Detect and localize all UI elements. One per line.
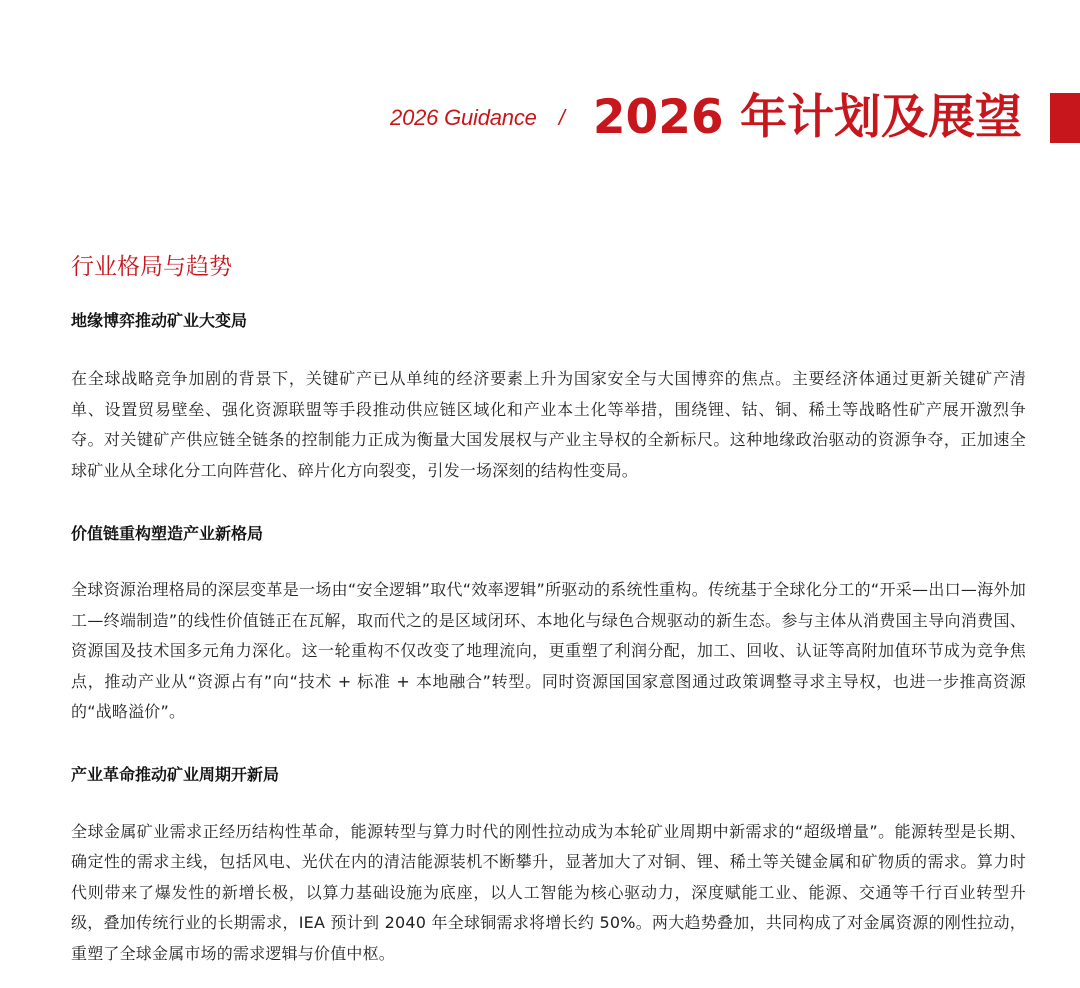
paragraph-value-chain: 全球资源治理格局的深层变革是一场由“安全逻辑”取代“效率逻辑”所驱动的系统性重构。传统基于全球化分工的“开采—出口—海外加工—终端制造”的线性价值链正在瓦解，取而代之的是区域闭环、本地化与绿色合规驱动的新生态。参与主体从消费国主导向消费国、资源国及技术国多元角力深化。这一轮重构不仅改变了地理流向，更重塑了利润分配，加工、回收、认证等高附加值环节成为竞争焦点，推动产业从“资源占有”向“技术 + 标准 + 本地融合”转型。同时资源国国家意图通过政策调整寻求主导权，也进一步推高资源的“战略溢价”。 [71,580,1026,721]
header-separator: / [558,105,565,130]
header-subtitle-en: 2026 Guidance [390,105,537,130]
paragraph-geopolitics: 在全球战略竞争加剧的背景下，关键矿产已从单纯的经济要素上升为国家安全与大国博弈的焦点。主要经济体通过更新关键矿产清单、设置贸易壁垒、强化资源联盟等手段推动供应链区域化和产业本土化等举措，围绕锂、钴、铜、稀土等战略性矿产展开激烈争夺。对关键矿产供应链全链条的控制能力正成为衡量大国发展权与产业主导权的全新标尺。这种地缘政治驱动的资源争夺，正加速全球矿业从全球化分工向阵营化、碎片化方向裂变，引发一场深刻的结构性变局。 [71,369,1026,480]
page-header [390,88,1080,148]
section-title: 行业格局与趋势 [71,254,232,280]
subsection-heading-value-chain: 价值链重构塑造产业新格局 [71,524,264,543]
main-content [71,250,1026,969]
subsection-heading-geopolitics: 地缘博弈推动矿业大变局 [71,311,248,330]
page-title: 2026 年计划及展望 [592,90,1022,145]
paragraph-industrial-revolution: 全球金属矿业需求正经历结构性革命，能源转型与算力时代的刚性拉动成为本轮矿业周期中新需求的“超级增量”。能源转型是长期、确定性的需求主线，包括风电、光伏在内的清洁能源装机不断攀升，显著加大了对铜、锂、稀土等关键金属和矿物质的需求。算力时代则带来了爆发性的新增长极，以算力基础设施为底座，以人工智能为核心驱动力，深度赋能工业、能源、交通等千行百业转型升级，叠加传统行业的长期需求，IEA 预计到 2040 年全球铜需求将增长约 50%。两大趋势叠加，共同构成了对金属资源的刚性拉动，重塑了全球金属市场的需求逻辑与价值中枢。 [71,821,1026,963]
header-accent-block [1050,93,1080,143]
subsection-heading-industrial-revolution: 产业革命推动矿业周期开新局 [71,764,280,784]
